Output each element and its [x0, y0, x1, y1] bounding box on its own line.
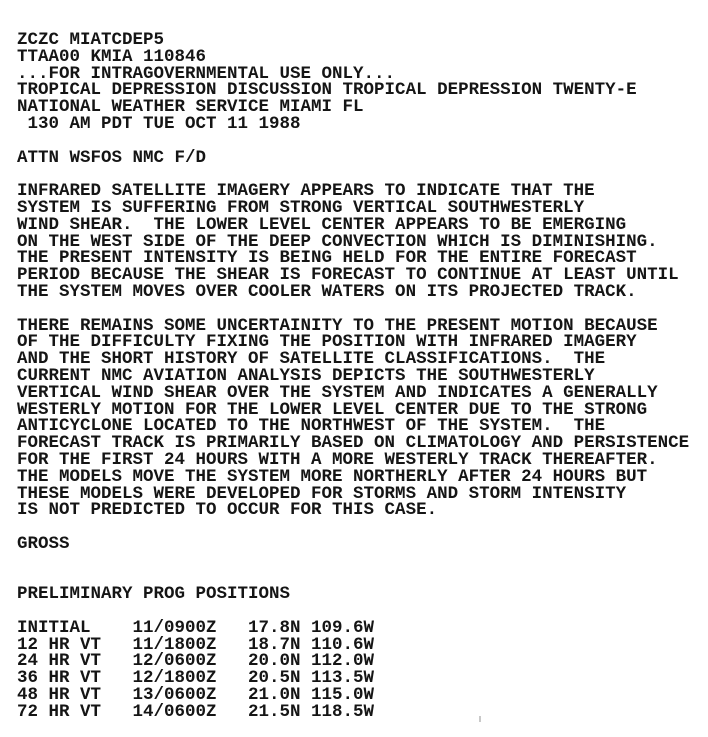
prog-row-label: 72 HR VT	[17, 701, 102, 722]
restriction-line: ...FOR INTRAGOVERNMENTAL USE ONLY...	[17, 63, 396, 84]
prog-row-valid-time: 12/1800Z	[132, 668, 217, 689]
prog-row-longitude: 115.0W	[311, 685, 375, 706]
prog-position-row	[17, 701, 708, 722]
discussion-line: SYSTEM IS SUFFERING FROM STRONG VERTICAL SOUTHWESTERLY	[17, 197, 585, 218]
prog-row-valid-time: 12/0600Z	[132, 651, 217, 672]
discussion-paragraph	[17, 183, 708, 301]
prog-row-label: INITIAL	[17, 617, 91, 638]
discussion-line: IS NOT PREDICTED TO OCCUR FOR THIS CASE.	[17, 500, 438, 521]
discussion-paragraph	[17, 315, 708, 521]
prog-row-longitude: 112.0W	[311, 651, 375, 672]
scan-artifact	[479, 716, 481, 722]
forecaster-signature: GROSS	[17, 533, 70, 554]
prog-row-latitude: 21.0N	[248, 685, 301, 706]
prog-row-label: 48 HR VT	[17, 685, 102, 706]
discussion-line: WIND SHEAR. THE LOWER LEVEL CENTER APPEARS TO BE EMERGING	[17, 214, 627, 235]
discussion-line: WESTERLY MOTION FOR THE LOWER LEVEL CENTER DUE TO THE STRONG	[17, 399, 648, 420]
prog-row-valid-time: 13/0600Z	[132, 685, 217, 706]
discussion-line: THE MODELS MOVE THE SYSTEM MORE NORTHERLY AFTER 24 HOURS BUT	[17, 466, 648, 487]
discussion-line: ON THE WEST SIDE OF THE DEEP CONVECTION WHICH IS DIMINISHING.	[17, 231, 658, 252]
prog-row-longitude: 110.6W	[311, 634, 375, 655]
issue-time: 130 AM PDT TUE OCT 11 1988	[17, 113, 301, 134]
discussion-line: PERIOD BECAUSE THE SHEAR IS FORECAST TO CONTINUE AT LEAST UNTIL	[17, 265, 679, 286]
discussion-line: FORECAST TRACK IS PRIMARILY BASED ON CLIMATOLOGY AND PERSISTENCE	[17, 433, 690, 454]
attention-line: ATTN WSFOS NMC F/D	[17, 147, 207, 168]
prog-row-longitude: 113.5W	[311, 668, 375, 689]
discussion-line: OF THE DIFFICULTY FIXING THE POSITION WITH INFRARED IMAGERY	[17, 332, 637, 353]
discussion-line: THERE REMAINS SOME UNCERTAINITY TO THE PRESENT MOTION BECAUSE	[17, 315, 658, 336]
discussion-line: THESE MODELS WERE DEVELOPED FOR STORMS AND STORM INTENSITY	[17, 483, 627, 504]
discussion-line: FOR THE FIRST 24 HOURS WITH A MORE WESTERLY TRACK THEREAFTER.	[17, 449, 658, 470]
comm-header-line-1: ZCZC MIATCDEP5	[17, 30, 165, 50]
prog-row-label: 12 HR VT	[17, 634, 102, 655]
prog-row-valid-time: 14/0600Z	[132, 701, 217, 722]
discussion-line: ANTICYCLONE LOCATED TO THE NORTHWEST OF THE SYSTEM. THE	[17, 416, 606, 437]
comm-header-line-2: TTAA00 KMIA 110846	[17, 46, 207, 67]
prog-row-label: 24 HR VT	[17, 651, 102, 672]
discussion-line: VERTICAL WIND SHEAR OVER THE SYSTEM AND INDICATES A GENERALLY	[17, 382, 658, 403]
prog-row-latitude: 20.5N	[248, 668, 301, 689]
issuing-office: NATIONAL WEATHER SERVICE MIAMI FL	[17, 97, 364, 118]
discussion-line: CURRENT NMC AVIATION ANALYSIS DEPICTS THE SOUTHWESTERLY	[17, 365, 595, 386]
prog-row-valid-time: 11/1800Z	[132, 634, 217, 655]
prog-row-label: 36 HR VT	[17, 668, 102, 689]
discussion-line: AND THE SHORT HISTORY OF SATELLITE CLASSIFICATIONS. THE	[17, 349, 606, 370]
discussion-body	[17, 183, 708, 519]
discussion-line: THE SYSTEM MOVES OVER COOLER WATERS ON ITS PROJECTED TRACK.	[17, 281, 637, 302]
discussion-line: THE PRESENT INTENSITY IS BEING HELD FOR THE ENTIRE FORECAST	[17, 248, 637, 269]
prog-row-longitude: 109.6W	[311, 617, 375, 638]
prog-row-latitude: 18.7N	[248, 634, 301, 655]
prog-row-latitude: 17.8N	[248, 617, 301, 638]
prog-row-latitude: 20.0N	[248, 651, 301, 672]
prog-row-longitude: 118.5W	[311, 701, 375, 722]
discussion-line: INFRARED SATELLITE IMAGERY APPEARS TO INDICATE THAT THE	[17, 181, 595, 202]
prog-row-latitude: 21.5N	[248, 701, 301, 722]
prog-row-valid-time: 11/0900Z	[132, 617, 217, 638]
product-title: TROPICAL DEPRESSION DISCUSSION TROPICAL DEPRESSION TWENTY-E	[17, 80, 637, 101]
prog-positions-heading: PRELIMINARY PROG POSITIONS	[17, 584, 291, 605]
prog-positions-table	[17, 617, 708, 722]
